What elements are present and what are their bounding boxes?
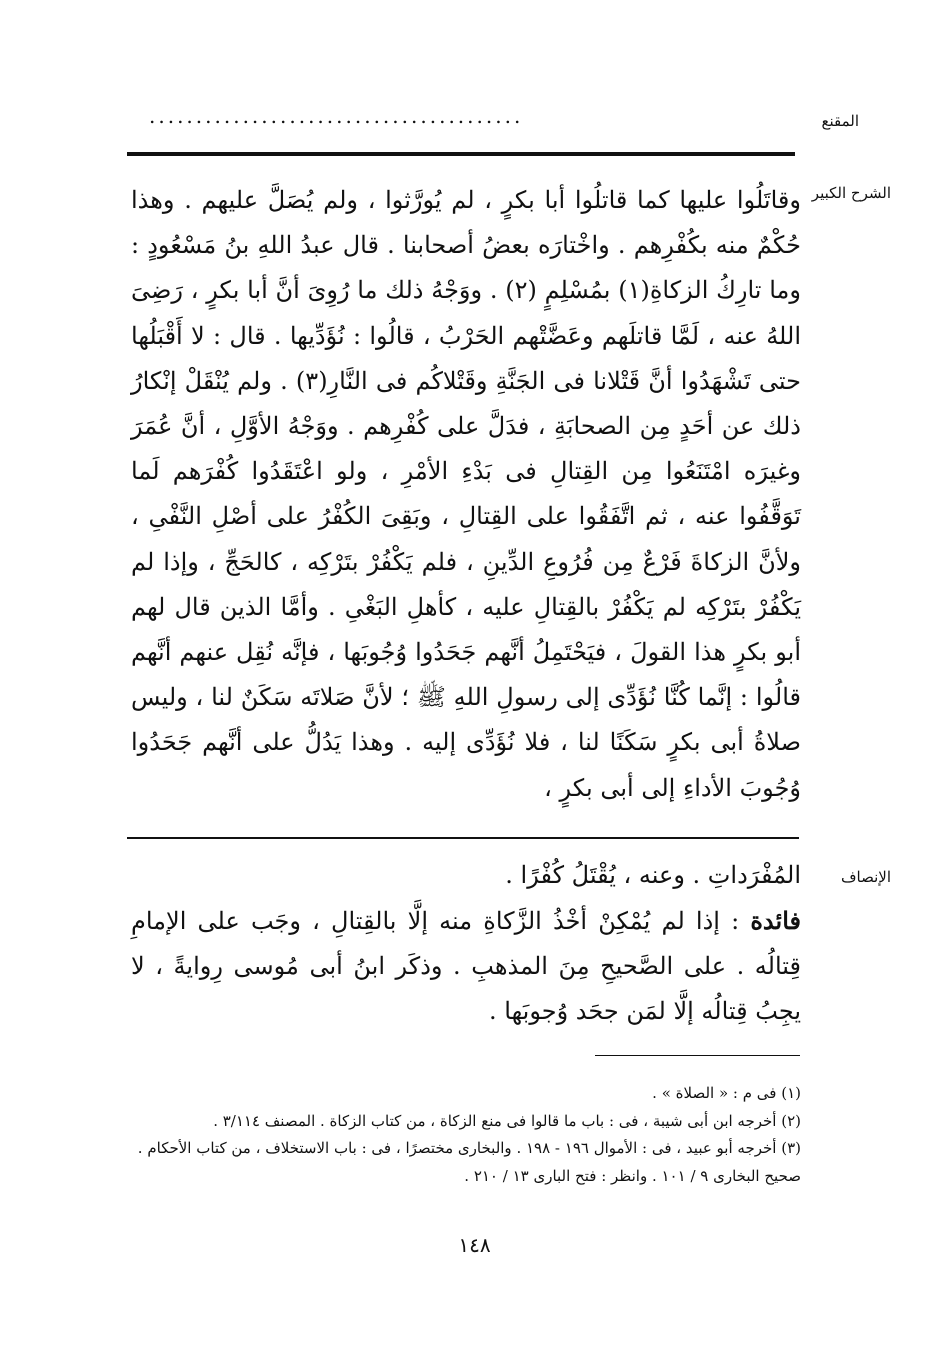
footnote-3: (٣) أخرجه أبو عبيد ، فى : الأموال ١٩٦ - ١٩٨ . والبخارى مختصرًا ، فى : باب الاستخلاف ، من كتاب الأحكام . صحيح البخارى ٩ / ١٠١ . وانظر : فتح البارى ١٣ / ٢١٠ . <box>137 1139 801 1185</box>
benefit-body: : إذا لم يُمْكِنْ أخْذُ الزَّكاةِ منه إلَّا بالقِتالِ ، وجَب على الإمامِ قِتالُه . على الصَّحيحِ مِنَ المذهبِ . وذكَر ابنُ أبى مُوسى رِوايةً ، لا يجِبُ قِتالُه إلَّا لمَن جحَد وُجوبَها . <box>131 907 801 1025</box>
benefit-paragraph <box>131 898 801 1034</box>
sharh-main-text: وقاتَلُوا عليها كما قاتلُوا أبا بكرٍ ، لم يُورَّثوا ، ولم يُصَلَّ عليهم . وهذا حُكْمٌ منه بكُفْرِهم . واخْتارَه بعضُ أصحابنا . قال عبدُ اللهِ بنُ مَسْعُودٍ : وما تارِكُ الزكاةِ(١) بمُسْلِمٍ (٢) . ووَجْهُ ذلك ما رُوِىَ أنَّ أبا بكرٍ ، رَضِىَ اللهُ عنه ، لَمَّا قاتلَهم وعَضَّتْهم الحَرْبُ ، قالُوا : نُؤَدِّيها . قال : لا أَقْبَلُها حتى تَشْهَدُوا أنَّ قَتْلانا فى الجَنَّةِ وقَتْلاكُم فى النَّارِ(٣) . ولم يُنْقَلْ إنْكارُ ذلك عن أحَدٍ مِن الصحابَةِ ، فدَلَّ على كُفْرِهم . ووَجْهُ الأوَّلِ ، أنَّ عُمَرَ وغيرَه امْتَنَعُوا مِن القِتالِ فى بَدْءِ الأمْرِ ، ولو اعْتَقَدُوا كُفْرَهم لَما تَوَقَّفُوا عنه ، ثم اتَّفَقُوا على القِتالِ ، وبَقِىَ الكُفْرُ على أصْلِ النَّفْىِ ، ولأنَّ الزكاةَ فَرْعٌ مِن فُرُوعِ الدِّينِ ، فلم يَكْفُرْ بتَرْكِه ، كالحَجِّ ، وإذا لم يَكْفُرْ بتَرْكِه لم يَكْفُرْ بالقِتالِ عليه ، كأهلِ البَغْىِ . وأمَّا الذين قال لهم أبو بكرٍ هذا القولَ ، فيَحْتَمِلُ أنَّهم جَحَدُوا وُجُوبَها ، فإنَّه نُقِل عنهم أنَّهم قالُوا : إنَّما كُنَّا نُؤَدِّى إلى رسولِ اللهِ ﷺ ؛ لأنَّ صَلاتَه سَكَنٌ لنا ، وليس صلاةُ أبى بكرٍ سَكَنًا لنا ، فلا نُؤَدِّى إليه . وهذا يَدُلُّ على أنَّهم جَحَدُوا وُجُوبَ الأداءِ إلى أبى بكرٍ ، <box>131 186 801 802</box>
header-dotted-leader: ........................................ <box>149 104 524 128</box>
section-divider <box>127 837 799 839</box>
insaf-side-label: الإنصاف <box>840 868 891 886</box>
insaf-first-line: المُفْرَداتِ . وعنه ، يُقْتَلُ كُفْرًا . <box>505 861 801 889</box>
benefit-heading: فائدة <box>750 906 801 935</box>
footnotes <box>131 1080 801 1190</box>
page-number: ١٤٨ <box>458 1233 491 1257</box>
footnote-1: (١) فى م : « الصلاة » . <box>652 1084 801 1102</box>
footnote-2: (٢) أخرجه ابن أبى شيبة ، فى : باب ما قالوا فى منع الزكاة ، من كتاب الزكاة . المصنف ٣/١١٤ . <box>213 1111 801 1130</box>
sharh-side-label: الشرح الكبير <box>811 184 891 202</box>
footnote-rule <box>595 1055 800 1056</box>
header-rule <box>127 152 795 156</box>
book-title: المقنع <box>821 112 859 130</box>
insaf-main-text <box>131 853 801 1034</box>
